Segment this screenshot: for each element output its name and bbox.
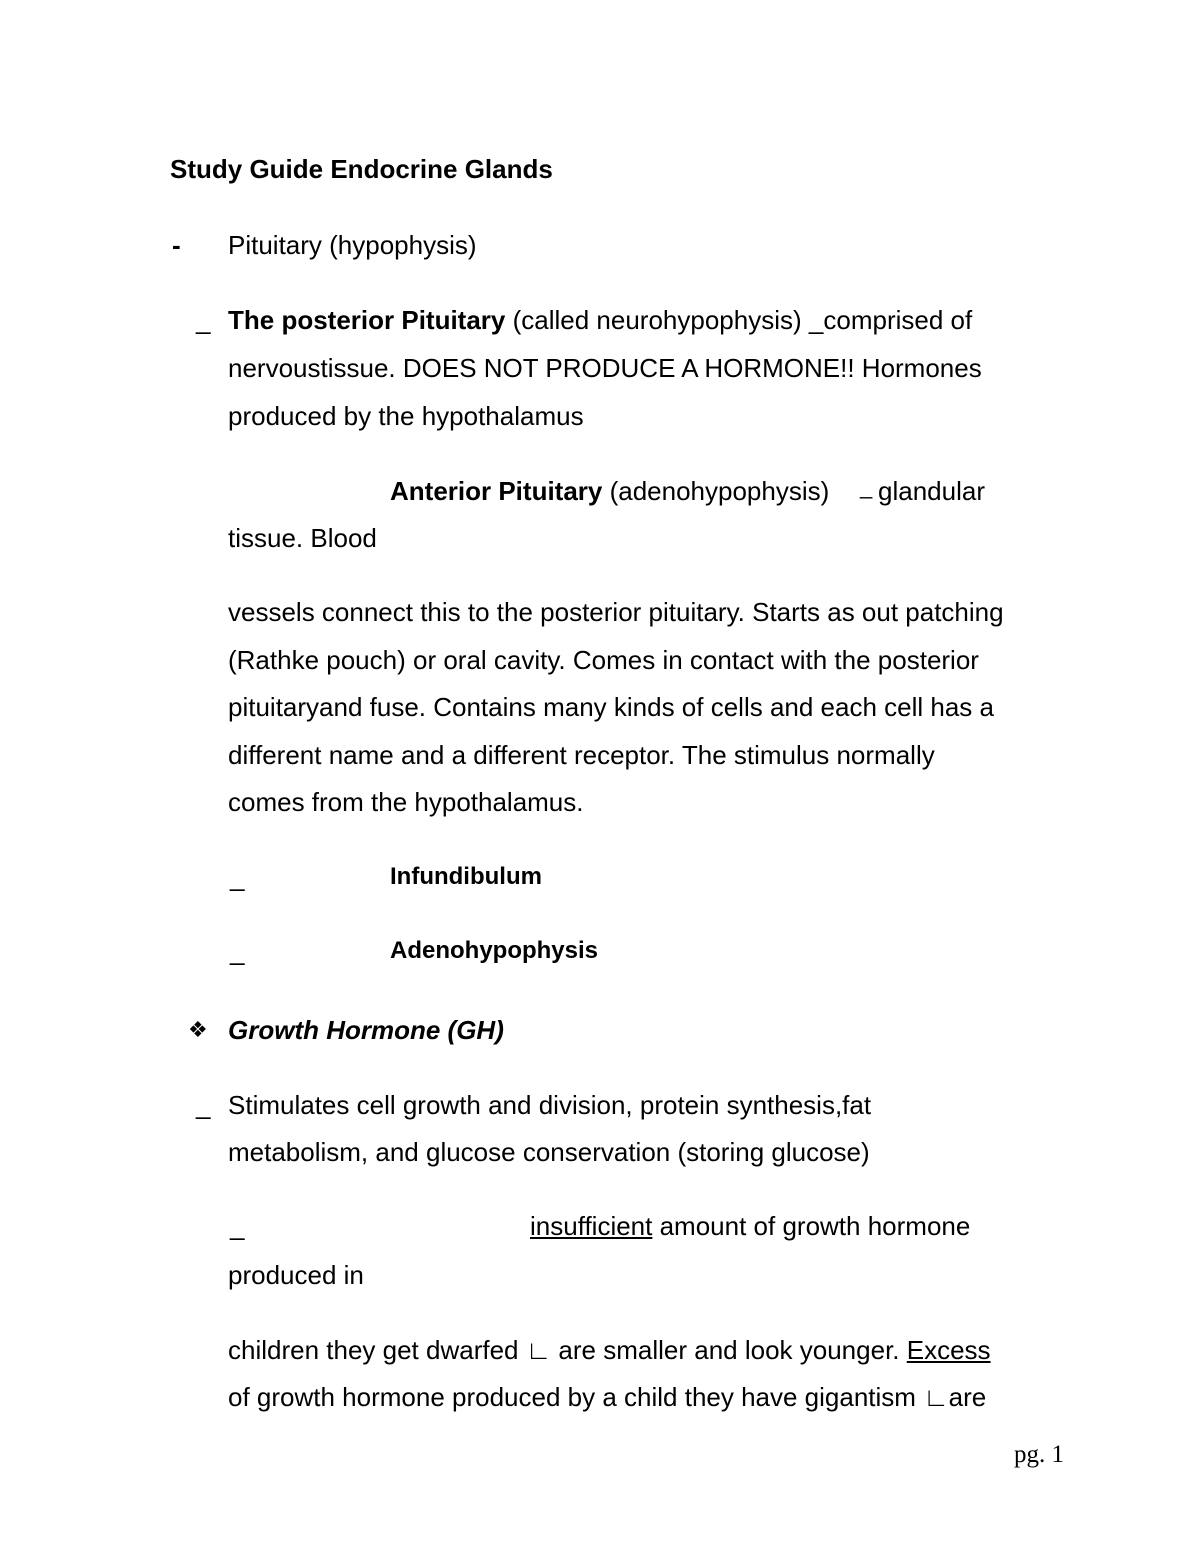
- growth-hormone-text-line: Stimulates cell growth and division, protein synthesis,fat: [228, 1090, 872, 1120]
- corner-symbol-icon: ∟: [525, 1335, 552, 1365]
- page-title: Study Guide Endocrine Glands: [170, 154, 553, 184]
- anterior-pituitary-text: glandular: [878, 476, 985, 506]
- anterior-pituitary-line: [390, 476, 829, 506]
- posterior-pituitary-text-line: produced by the hypothalamus: [228, 401, 584, 431]
- children-text: are smaller and look younger.: [551, 1335, 907, 1365]
- children-line: [228, 1335, 991, 1365]
- children-text: children they get dwarfed: [228, 1335, 526, 1365]
- insufficient-text-line: produced in: [228, 1260, 364, 1290]
- gigantism-line: [228, 1382, 986, 1412]
- gigantism-text: of growth hormone produced by a child they have gigantism: [228, 1382, 924, 1412]
- diamond-bullet-icon: ❖: [188, 1017, 208, 1042]
- anterior-pituitary-term: Anterior Pituitary: [390, 476, 603, 506]
- insufficient-text: amount of growth hormone: [652, 1211, 971, 1241]
- pituitary-heading: Pituitary (hypophysis): [228, 230, 477, 260]
- anterior-pituitary-aside: (adenohypophysis): [602, 476, 830, 506]
- growth-hormone-heading: Growth Hormone (GH): [228, 1015, 504, 1045]
- underscore-marker: _: [196, 305, 211, 335]
- anterior-paragraph-line: comes from the hypothalamus.: [228, 787, 584, 817]
- insufficient-line: [530, 1211, 970, 1241]
- posterior-pituitary-term: The posterior Pituitary: [228, 305, 506, 335]
- underscore-marker: _: [230, 1211, 245, 1241]
- arrow-marker: _: [860, 474, 873, 499]
- posterior-pituitary-text-line: nervoustissue. DOES NOT PRODUCE A HORMONE!! Hormones: [228, 353, 982, 383]
- gigantism-text: are: [948, 1382, 987, 1412]
- infundibulum-label: Infundibulum: [390, 863, 542, 890]
- growth-hormone-text-line: metabolism, and glucose conservation (storing glucose): [228, 1137, 870, 1167]
- anterior-paragraph-line: pituitaryand fuse. Contains many kinds of cells and each cell has a: [228, 692, 994, 722]
- posterior-pituitary-aside: (called neurohypophysis): [505, 305, 809, 335]
- underscore-marker: _: [230, 936, 245, 966]
- corner-symbol-icon: ∟: [923, 1382, 949, 1412]
- arrow-marker: _: [808, 305, 824, 335]
- insufficient-term: insufficient: [530, 1211, 653, 1241]
- anterior-paragraph-line: different name and a different receptor. The stimulus normally: [228, 740, 935, 770]
- page-number: pg. 1: [1014, 1441, 1064, 1468]
- anterior-paragraph-line: vessels connect this to the posterior pituitary. Starts as out patching: [228, 597, 1004, 627]
- posterior-pituitary-text: comprised of: [823, 305, 973, 335]
- posterior-pituitary-line: [228, 305, 972, 335]
- anterior-pituitary-text-line: tissue. Blood: [228, 523, 377, 553]
- dash-bullet: -: [172, 230, 181, 260]
- adenohypophysis-label: Adenohypophysis: [390, 937, 599, 964]
- anterior-paragraph-line: (Rathke pouch) or oral cavity. Comes in contact with the posterior: [228, 645, 979, 675]
- underscore-marker: _: [230, 862, 245, 892]
- underscore-marker: _: [196, 1090, 211, 1120]
- excess-term: Excess: [906, 1335, 991, 1365]
